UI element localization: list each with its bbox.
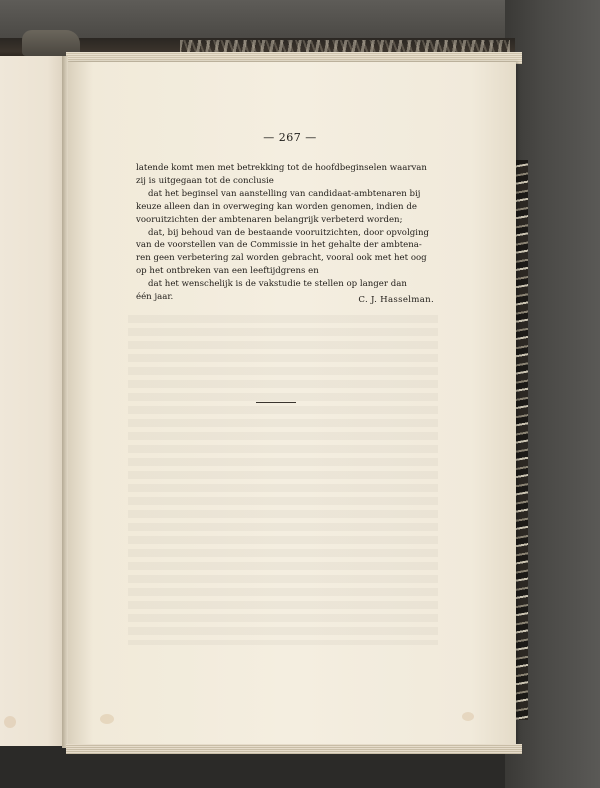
text-line: dat, bij behoud van de bestaande vooruitzichten, door opvolging [148, 227, 430, 238]
text-line: latende komt men met betrekking tot de hoofdbeginselen waarvan [136, 163, 427, 173]
page-number: — 267 — [263, 131, 317, 144]
body-text [136, 162, 432, 304]
text-line: zij is uitgegaan tot de conclusie [136, 175, 274, 186]
text-line: dat het beginsel van aanstelling van candidaat-ambtenaren bij [148, 188, 421, 199]
text-line: dat het wenschelijk is de vakstudie te stellen op langer dan [148, 279, 407, 290]
text-line: één jaar. [136, 292, 174, 303]
paper-stain [100, 714, 114, 724]
text-line: ren geen verbetering zal worden gebracht, vooral ook met het oog [136, 253, 427, 264]
page-gutter [62, 56, 68, 748]
text-line: van de voorstellen van de Commissie in het gehalte der ambtena- [136, 240, 422, 251]
text-line: vooruitzichten der ambtenaren belangrijk verbeterd worden; [136, 214, 403, 225]
text-line: keuze alleen dan in overweging kan worden genomen, indien de [136, 201, 417, 212]
page-edges-bottom [66, 744, 522, 754]
left-page [0, 56, 68, 746]
text-line: op het ontbreken van een leeftijdgrens en [136, 266, 319, 277]
section-divider [256, 402, 296, 403]
bleed-through-text [128, 315, 438, 645]
paper-stain [4, 716, 16, 728]
paper-stain [462, 712, 474, 721]
signature: C. J. Hasselman. [358, 295, 434, 305]
